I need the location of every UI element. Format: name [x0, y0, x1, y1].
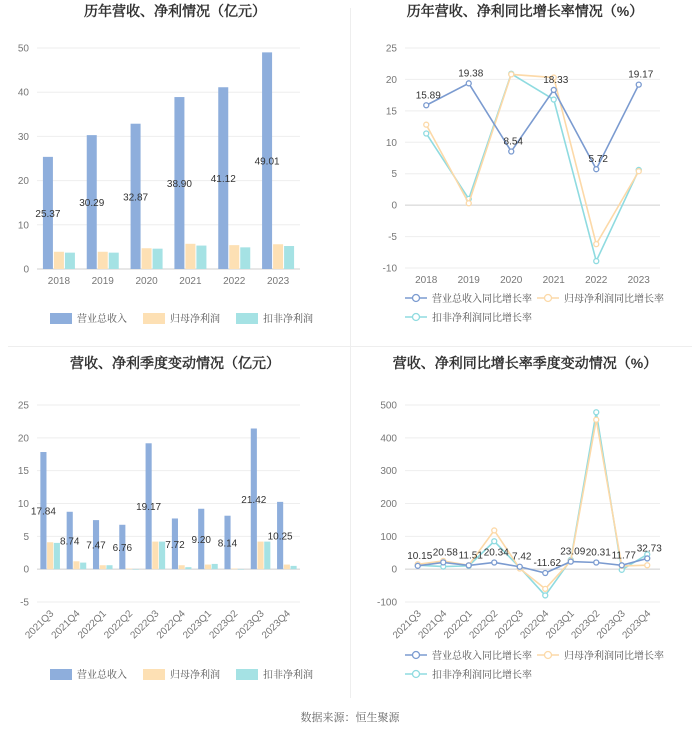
legend-label: 归母净利润同比增长率: [564, 651, 664, 662]
bar-归母净利润: [229, 245, 239, 269]
bar-归母净利润: [47, 542, 53, 569]
quarterly-growth-rate-chart: [350, 350, 700, 700]
data-label: 25.37: [35, 208, 61, 220]
data-label: 19.17: [628, 69, 654, 81]
annual-growth-rate-chart: [350, 0, 700, 345]
data-label: 23.09: [560, 546, 586, 558]
data-label: 38.90: [166, 179, 192, 191]
point-归母净利润同比增长率: [509, 72, 514, 77]
x-tick-label: 2023Q1: [543, 608, 577, 642]
point-营业总收入同比增长率: [466, 563, 471, 568]
x-tick-label: 2023: [266, 276, 290, 287]
y-tick-label: 5: [23, 531, 29, 543]
x-tick-label: 2021Q3: [390, 608, 424, 642]
x-tick-label: 2021: [542, 275, 565, 286]
x-tick-label: 2022Q4: [518, 608, 552, 642]
x-tick-label: 2022Q3: [492, 608, 526, 642]
x-tick-label: 2022Q3: [128, 608, 162, 642]
legend-label: 归母净利润: [170, 670, 220, 681]
x-tick-label: 2021Q4: [416, 608, 450, 642]
point-营业总收入同比增长率: [441, 560, 446, 565]
y-tick-label: 10: [17, 220, 29, 232]
y-tick-label: -5: [20, 597, 29, 609]
data-label: 18.33: [543, 74, 569, 86]
data-label: 32.73: [636, 543, 662, 555]
bar-归母净利润: [100, 565, 106, 569]
point-扣非净利润同比增长率: [594, 410, 599, 415]
point-归母净利润同比增长率: [543, 586, 548, 591]
point-营业总收入同比增长率: [517, 564, 522, 569]
point-营业总收入同比增长率: [619, 563, 624, 568]
data-label: 7.42: [512, 551, 532, 563]
x-tick-label: 2021: [179, 276, 202, 287]
x-tick-label: 2018: [415, 275, 438, 286]
data-source-footer: 数据来源：恒生聚源: [300, 712, 400, 724]
data-label: 8.54: [503, 136, 523, 148]
point-扣非净利润同比增长率: [424, 131, 429, 136]
x-tick-label: 2019: [457, 275, 480, 286]
legend-label: 归母净利润: [170, 314, 220, 325]
quarterly-growth-rate-svg: [350, 350, 700, 700]
bar-归母净利润: [73, 561, 79, 569]
vertical-divider: [350, 8, 351, 698]
y-tick-label: -5: [388, 232, 397, 244]
y-tick-label: -100: [376, 597, 397, 609]
y-tick-label: 300: [380, 466, 397, 478]
y-tick-label: 0: [23, 564, 29, 576]
y-tick-label: 0: [23, 264, 29, 276]
data-label: 30.29: [79, 198, 105, 210]
legend-marker: [413, 671, 420, 678]
chart-title: 历年营收、净利情况（亿元）: [84, 3, 266, 19]
data-label: 20.31: [585, 547, 611, 559]
legend-swatch: [143, 313, 165, 324]
data-label: 6.76: [112, 542, 133, 554]
point-营业总收入同比增长率: [594, 560, 599, 565]
bar-归母净利润: [284, 565, 290, 570]
data-label: 10.25: [267, 531, 293, 543]
annual-revenue-profit-svg: [0, 0, 350, 345]
x-tick-label: 2020: [135, 276, 158, 287]
point-归母净利润同比增长率: [645, 563, 650, 568]
bar-扣非净利润: [80, 563, 86, 570]
x-tick-label: 2021Q4: [49, 608, 83, 642]
quarterly-revenue-profit-chart: [0, 350, 350, 700]
x-tick-label: 2022: [585, 275, 608, 286]
bar-扣非净利润: [291, 566, 297, 569]
y-tick-label: 400: [380, 433, 397, 445]
x-tick-label: 2022Q2: [467, 608, 501, 642]
point-营业总收入同比增长率: [424, 103, 429, 108]
y-tick-label: 25: [385, 43, 397, 55]
y-tick-label: 500: [380, 400, 397, 412]
x-tick-label: 2020: [500, 275, 523, 286]
bar-归母净利润: [179, 565, 185, 569]
bar-扣非净利润: [212, 564, 218, 569]
x-tick-label: 2023Q4: [620, 608, 654, 642]
data-label: 20.34: [483, 547, 509, 559]
legend-label: 营业总收入同比增长率: [432, 651, 532, 662]
y-tick-label: 10: [385, 137, 397, 149]
bar-归母净利润: [273, 244, 283, 269]
data-label: 20.58: [432, 547, 458, 559]
x-tick-label: 2022Q2: [102, 608, 136, 642]
bar-扣非净利润: [264, 542, 270, 570]
legend-swatch: [50, 313, 72, 324]
data-label: 9.20: [191, 534, 211, 546]
x-tick-label: 2023Q3: [594, 608, 628, 642]
x-tick-label: 2023Q3: [233, 608, 267, 642]
y-tick-label: 0: [391, 200, 397, 212]
data-label: 10.15: [407, 550, 433, 562]
data-label: -11.62: [533, 557, 562, 569]
data-label: 49.01: [254, 156, 280, 168]
legend-marker: [413, 652, 420, 659]
x-tick-label: 2022Q4: [154, 608, 188, 642]
bar-归母净利润: [54, 252, 64, 269]
point-归母净利润同比增长率: [492, 528, 497, 533]
data-label: 32.87: [123, 192, 149, 204]
x-tick-label: 2023Q2: [207, 608, 241, 642]
point-营业总收入同比增长率: [509, 149, 514, 154]
x-tick-label: 2022Q1: [75, 608, 109, 642]
data-label: 8.14: [217, 538, 238, 550]
point-归母净利润同比增长率: [466, 201, 471, 206]
y-tick-label: 25: [17, 400, 29, 412]
data-label: 5.72: [588, 154, 608, 166]
bar-归母净利润: [126, 569, 132, 570]
point-营业总收入同比增长率: [568, 559, 573, 564]
point-扣非净利润同比增长率: [492, 539, 497, 544]
point-归母净利润同比增长率: [594, 417, 599, 422]
legend-swatch: [50, 669, 72, 680]
bar-扣非净利润: [65, 253, 75, 269]
legend-swatch: [236, 669, 258, 680]
y-tick-label: 15: [385, 106, 397, 118]
y-tick-label: 0: [391, 564, 397, 576]
y-tick-label: 50: [17, 43, 29, 55]
chart-title: 历年营收、净利同比增长率情况（%）: [406, 3, 644, 19]
x-tick-label: 2019: [91, 276, 114, 287]
point-营业总收入同比增长率: [645, 556, 650, 561]
y-tick-label: 20: [17, 176, 29, 188]
chart-title: 营收、净利季度变动情况（亿元）: [70, 355, 280, 371]
quarterly-revenue-profit-svg: [0, 350, 350, 700]
bar-扣非净利润: [153, 249, 163, 269]
annual-growth-rate-svg: [350, 0, 700, 345]
data-label: 7.72: [165, 539, 185, 551]
y-tick-label: 15: [17, 466, 29, 478]
bar-扣非净利润: [106, 565, 112, 569]
chart-title: 营收、净利同比增长率季度变动情况（%）: [392, 355, 658, 371]
x-tick-label: 2022Q1: [441, 608, 475, 642]
y-tick-label: 200: [380, 499, 397, 510]
data-label: 17.84: [30, 506, 56, 518]
legend-label: 营业总收入同比增长率: [432, 294, 532, 305]
point-营业总收入同比增长率: [492, 560, 497, 565]
x-tick-label: 2018: [47, 276, 71, 287]
legend-label: 扣非净利润同比增长率: [432, 313, 532, 324]
y-tick-label: 20: [385, 74, 397, 86]
y-tick-label: 40: [17, 87, 29, 99]
point-营业总收入同比增长率: [636, 82, 641, 87]
data-label: 8.74: [59, 536, 80, 548]
point-归母净利润同比增长率: [594, 242, 599, 247]
legend-swatch: [143, 669, 165, 680]
legend-label: 扣非净利润: [263, 314, 313, 325]
data-label: 21.42: [241, 494, 267, 506]
bar-扣非净利润: [284, 246, 294, 269]
legend-marker: [545, 295, 552, 302]
bar-归母净利润: [142, 248, 152, 269]
x-tick-label: 2023Q4: [260, 608, 293, 642]
point-营业总收入同比增长率: [415, 563, 420, 568]
point-营业总收入同比增长率: [543, 570, 548, 575]
bar-归母净利润: [152, 542, 158, 570]
data-label: 41.12: [210, 174, 236, 186]
y-tick-label: 20: [17, 433, 29, 445]
y-tick-label: 30: [17, 131, 29, 143]
y-tick-label: 10: [17, 499, 29, 510]
bar-归母净利润: [185, 244, 195, 269]
line-扣非净利润同比增长率: [426, 74, 639, 261]
x-tick-label: 2023Q2: [569, 608, 603, 642]
bar-扣非净利润: [109, 253, 119, 269]
x-tick-label: 2023: [627, 275, 650, 286]
horizontal-divider: [8, 346, 692, 347]
bar-归母净利润: [98, 252, 108, 269]
point-归母净利润同比增长率: [636, 169, 641, 174]
bar-归母净利润: [257, 542, 263, 570]
legend-swatch: [236, 313, 258, 324]
point-扣非净利润同比增长率: [551, 97, 556, 102]
legend-label: 营业总收入: [77, 670, 127, 681]
y-tick-label: -10: [382, 263, 397, 275]
point-扣非净利润同比增长率: [543, 593, 548, 598]
bar-扣非净利润: [196, 246, 206, 269]
bar-归母净利润: [231, 569, 237, 570]
bar-扣非净利润: [185, 567, 191, 569]
legend-label: 归母净利润同比增长率: [564, 294, 664, 305]
x-tick-label: 2023Q1: [181, 608, 215, 642]
bar-扣非净利润: [240, 247, 250, 269]
y-tick-label: 100: [380, 531, 397, 543]
x-tick-label: 2021Q3: [23, 608, 57, 642]
legend-label: 扣非净利润同比增长率: [432, 670, 532, 681]
point-归母净利润同比增长率: [424, 122, 429, 127]
y-tick-label: 5: [391, 169, 397, 181]
point-营业总收入同比增长率: [551, 87, 556, 92]
legend-marker: [545, 652, 552, 659]
legend-marker: [413, 295, 420, 302]
legend-label: 扣非净利润: [263, 670, 313, 681]
bar-扣非净利润: [133, 569, 139, 570]
data-label: 11.77: [611, 550, 636, 562]
data-label: 11.51: [458, 550, 483, 562]
legend-marker: [413, 314, 420, 321]
bar-扣非净利润: [238, 569, 244, 570]
bar-归母净利润: [205, 565, 211, 570]
legend-label: 营业总收入: [77, 314, 127, 325]
point-营业总收入同比增长率: [466, 81, 471, 86]
data-label: 15.89: [415, 90, 441, 102]
data-label: 19.38: [458, 68, 484, 80]
point-营业总收入同比增长率: [594, 167, 599, 172]
data-label: 7.47: [86, 540, 106, 552]
x-tick-label: 2022: [223, 276, 246, 287]
data-label: 19.17: [136, 502, 162, 514]
annual-revenue-profit-chart: [0, 0, 350, 345]
point-扣非净利润同比增长率: [594, 259, 599, 264]
